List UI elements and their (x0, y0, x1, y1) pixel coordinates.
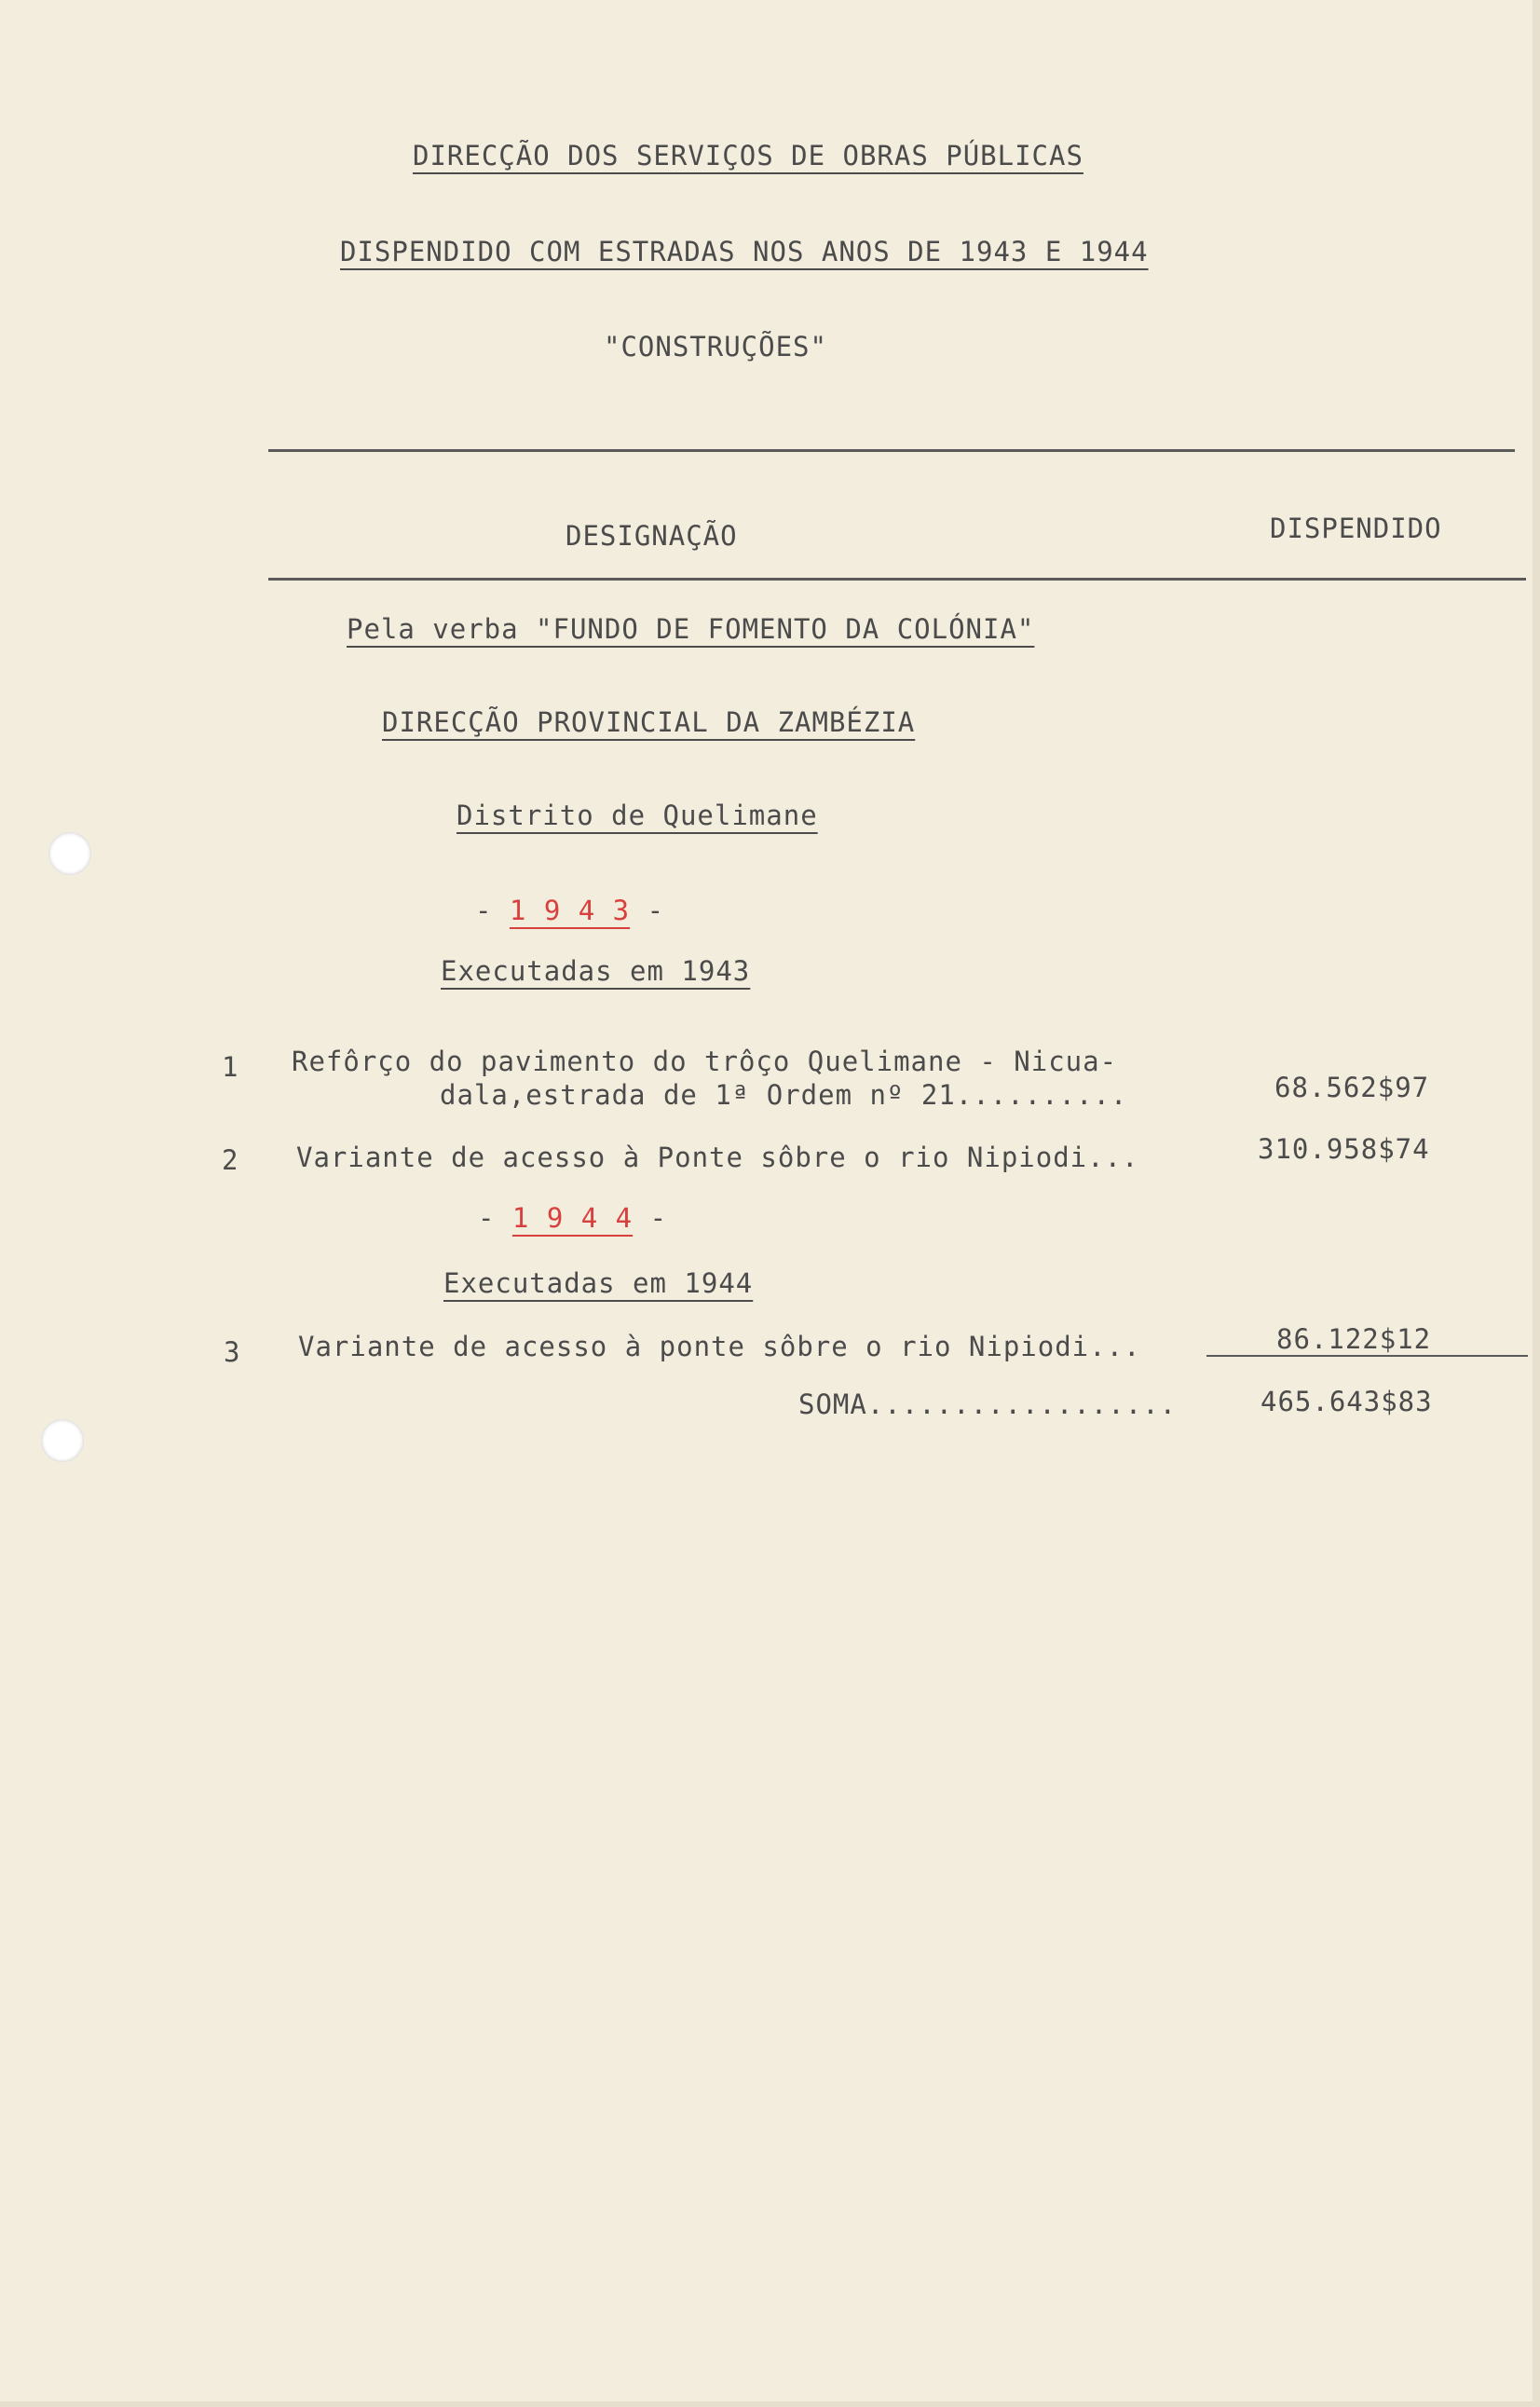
section-verba: Pela verba "FUNDO DE FOMENTO DA COLÓNIA" (347, 613, 1035, 645)
header-title: DIRECÇÃO DOS SERVIÇOS DE OBRAS PÚBLICAS (413, 140, 1083, 171)
sum-rule (1206, 1355, 1528, 1357)
year-1944-heading: - 1 9 4 4 - (478, 1202, 668, 1234)
item-amount: 310.958$74 (1258, 1133, 1430, 1165)
year-1944-subheading: Executadas em 1944 (443, 1267, 754, 1299)
item-description-line1: Variante de acesso à Ponte sôbre o rio Nipiodi... (296, 1142, 1139, 1173)
year-1944-digits: 1 9 4 4 (511, 1202, 634, 1234)
section-direccao: DIRECÇÃO PROVINCIAL DA ZAMBÉZIA (382, 706, 916, 738)
punch-hole-bottom (41, 1419, 84, 1462)
item-number: 1 (222, 1051, 239, 1083)
year-1943-heading: - 1 9 4 3 - (475, 895, 665, 926)
column-header-designation: DESIGNAÇÃO (566, 520, 738, 552)
year-1943-digits: 1 9 4 3 (509, 895, 631, 926)
page-bottom-edge (0, 2401, 1540, 2407)
section-distrito: Distrito de Quelimane (457, 800, 818, 831)
item-amount: 68.562$97 (1274, 1072, 1430, 1103)
total-amount: 465.643$83 (1261, 1386, 1433, 1417)
item-description-line1: Variante de acesso à ponte sôbre o rio Nipiodi... (298, 1331, 1141, 1362)
punch-hole-top (48, 832, 91, 875)
item-description-line1: Refôrço do pavimento do trôço Quelimane - Nicua- (292, 1046, 1118, 1077)
year-1943-subheading: Executadas em 1943 (441, 955, 751, 987)
item-number: 2 (222, 1144, 239, 1176)
item-amount: 86.122$12 (1276, 1323, 1432, 1355)
page-edge (1533, 0, 1540, 2407)
divider-top (268, 449, 1515, 452)
header-category: "CONSTRUÇÕES" (604, 331, 827, 362)
header-subtitle: DISPENDIDO COM ESTRADAS NOS ANOS DE 1943 E 1944 (340, 236, 1149, 267)
item-number: 3 (224, 1336, 241, 1368)
divider-bottom (268, 578, 1526, 581)
total-label: SOMA.................. (798, 1388, 1178, 1420)
column-header-spent: DISPENDIDO (1270, 513, 1442, 544)
item-description-line2: dala,estrada de 1ª Ordem nº 21.......... (440, 1079, 1128, 1111)
